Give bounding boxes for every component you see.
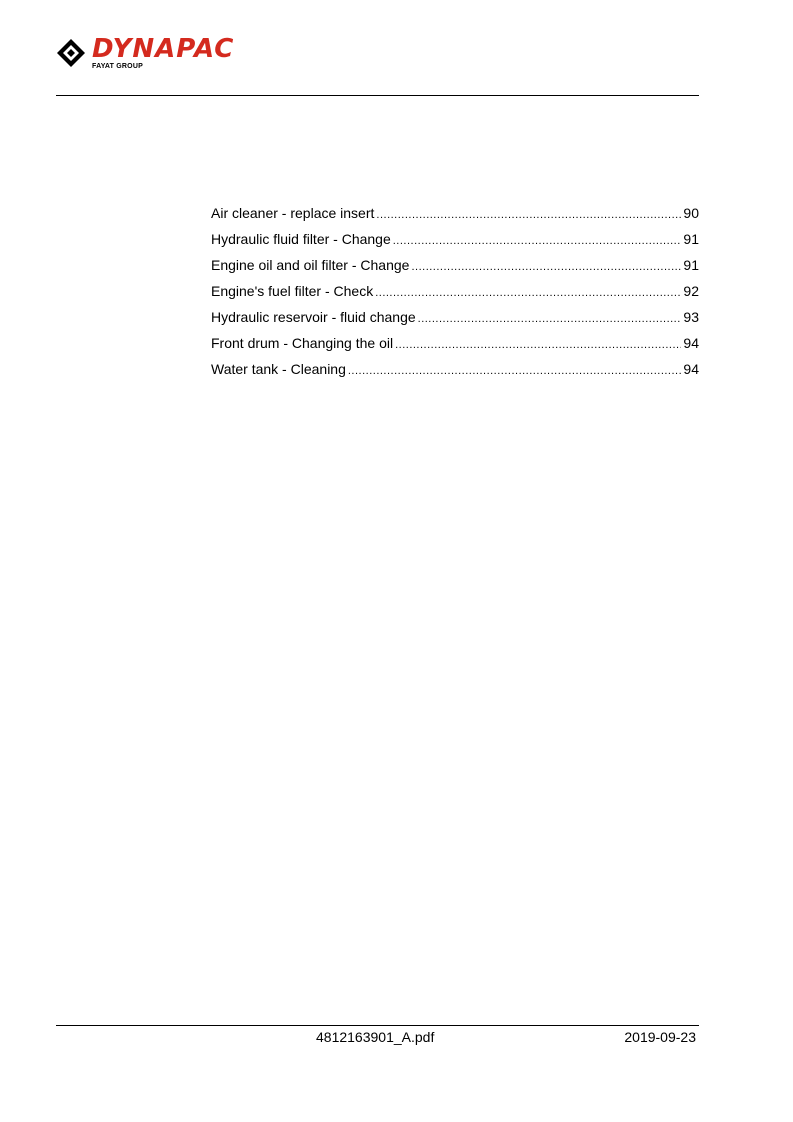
brand-name: DYNAPAC xyxy=(92,34,235,64)
toc-entry-title: Water tank - Cleaning xyxy=(211,361,346,377)
dynapac-diamond-logo-icon xyxy=(56,38,86,68)
toc-leader-dots xyxy=(393,231,682,251)
toc-entry-title: Front drum - Changing the oil xyxy=(211,335,394,351)
toc-entry-page: 92 xyxy=(683,283,699,299)
toc-entry-title: Engine's fuel filter - Check xyxy=(211,283,374,299)
toc-entry[interactable] xyxy=(211,281,699,307)
table-of-contents xyxy=(211,203,699,385)
toc-entry-page: 94 xyxy=(683,361,699,377)
footer-date: 2019-09-23 xyxy=(624,1029,696,1045)
toc-leader-dots xyxy=(395,335,681,355)
dynapac-logo xyxy=(56,36,306,76)
toc-entry-page: 91 xyxy=(683,257,699,273)
toc-leader-dots xyxy=(411,257,681,277)
toc-leader-dots xyxy=(376,205,681,225)
toc-entry-title: Air cleaner - replace insert xyxy=(211,205,375,221)
toc-entry-page: 91 xyxy=(683,231,699,247)
toc-leader-dots xyxy=(375,283,681,303)
toc-entry[interactable] xyxy=(211,333,699,359)
toc-leader-dots xyxy=(418,309,682,329)
toc-leader-dots xyxy=(348,361,682,381)
toc-entry-title: Hydraulic fluid filter - Change xyxy=(211,231,391,247)
toc-entry-page: 93 xyxy=(683,309,699,325)
toc-entry[interactable] xyxy=(211,203,699,229)
footer-rule xyxy=(56,1025,699,1026)
toc-entry-page: 90 xyxy=(683,205,699,221)
toc-entry[interactable] xyxy=(211,359,699,385)
toc-entry[interactable] xyxy=(211,255,699,281)
toc-entry-title: Hydraulic reservoir - fluid change xyxy=(211,309,416,325)
toc-entry[interactable] xyxy=(211,229,699,255)
toc-entry-title: Engine oil and oil filter - Change xyxy=(211,257,410,273)
brand-subtitle: FAYAT GROUP xyxy=(92,63,143,70)
toc-entry[interactable] xyxy=(211,307,699,333)
footer-filename: 4812163901_A.pdf xyxy=(316,1029,435,1045)
toc-entry-page: 94 xyxy=(683,335,699,351)
header-rule xyxy=(56,95,699,96)
